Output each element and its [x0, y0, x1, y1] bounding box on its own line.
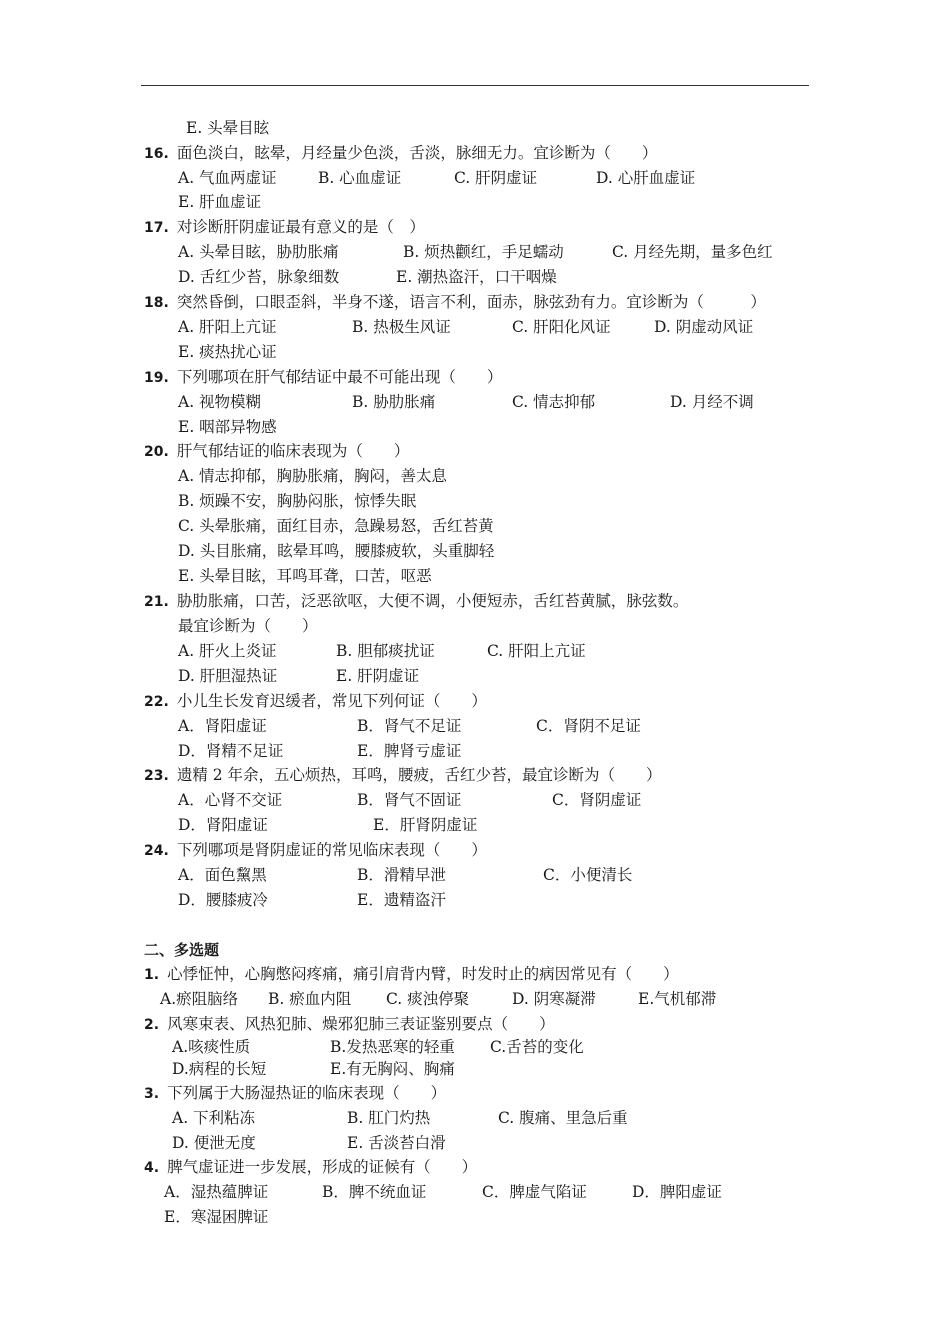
- question-text: 对诊断肝阴虚证最有意义的是（ ）: [176, 218, 425, 236]
- option-e: E. 舌淡苔白滑: [347, 1134, 446, 1152]
- option-a: A. 气血两虚证: [178, 169, 277, 187]
- option-a: A.咳痰性质: [172, 1038, 251, 1056]
- question-number: 3.: [144, 1086, 160, 1102]
- section-heading: 二、多选题: [144, 941, 220, 959]
- question-number: 19.: [144, 370, 169, 386]
- question-number: 21.: [144, 594, 169, 610]
- option-d: D. 心肝血虚证: [596, 169, 696, 187]
- option-c: C. 肝阴虚证: [454, 169, 538, 187]
- question-text: 肝气郁结证的临床表现为（ ）: [176, 442, 410, 460]
- multi-question-4: [144, 1157, 477, 1178]
- question-number: 1.: [144, 967, 160, 983]
- option-e: E. 潮热盗汗，口干咽燥: [396, 268, 557, 286]
- option-b: B. 肛门灼热: [347, 1109, 431, 1127]
- option-b: B. 胆郁痰扰证: [336, 642, 435, 660]
- header-rule: [141, 85, 809, 86]
- question-number: 4.: [144, 1160, 160, 1176]
- option-e: E．遗精盗汗: [357, 891, 446, 909]
- option-a: A. 头晕目眩，胁肋胀痛: [178, 243, 339, 261]
- question-number: 17.: [144, 220, 169, 236]
- option-b: B．脾不统血证: [322, 1183, 427, 1201]
- option-c: C. 情志抑郁: [512, 393, 596, 411]
- question-text: 突然昏倒，口眼歪斜，半身不遂，语言不利，面赤，脉弦劲有力。宜诊断为（ ）: [176, 293, 766, 311]
- option-a: A. 肝火上炎证: [178, 642, 277, 660]
- option-e: E. 头晕目眩，耳鸣耳聋，口苦，呕恶: [178, 567, 432, 585]
- question-number: 2.: [144, 1017, 160, 1033]
- option-c: C．小便清长: [543, 866, 633, 884]
- option-b: B. 热极生风证: [352, 318, 451, 336]
- question-21: [144, 591, 688, 612]
- question-text: 胁肋胀痛，口苦，泛恶欲呕，大便不调，小便短赤，舌红苔黄腻，脉弦数。: [176, 592, 689, 610]
- question-text-continued: 最宜诊断为（ ）: [178, 617, 318, 635]
- option-a: A．湿热蕴脾证: [164, 1183, 269, 1201]
- option-c: C. 月经先期，量多色红: [612, 243, 773, 261]
- option-b: B. 心血虚证: [318, 169, 402, 187]
- question-number: 23.: [144, 768, 169, 784]
- question-20: [144, 441, 409, 462]
- question-text: 脾气虚证进一步发展，形成的证候有（ ）: [167, 1158, 478, 1176]
- option-a: A．面色黧黑: [178, 866, 267, 884]
- option-c: C．脾虚气陷证: [482, 1183, 587, 1201]
- option-b: B. 烦热颧红，手足蠕动: [403, 243, 564, 261]
- option-e: E. 头晕目眩: [186, 119, 270, 137]
- multi-question-1: [144, 964, 679, 985]
- option-d: D．肾阳虚证: [178, 816, 268, 834]
- option-a: A．肾阳虚证: [178, 717, 267, 735]
- option-c: C. 痰浊停聚: [386, 990, 470, 1008]
- option-a: A.瘀阻脑络: [160, 990, 239, 1008]
- option-c: C．肾阴不足证: [536, 717, 641, 735]
- question-text: 下列哪项在肝气郁结证中最不可能出现（ ）: [176, 368, 503, 386]
- question-text: 面色淡白，眩晕，月经量少色淡，舌淡，脉细无力。宜诊断为（ ）: [176, 144, 658, 162]
- option-a: A. 肝阳上亢证: [178, 318, 277, 336]
- question-text: 小儿生长发育迟缓者，常见下列何证（ ）: [176, 692, 487, 710]
- option-a: A. 下利粘冻: [172, 1109, 256, 1127]
- option-e: E. 痰热扰心证: [178, 343, 277, 361]
- option-d: D. 舌红少苔，脉象细数: [178, 268, 340, 286]
- option-e: E. 咽部异物感: [178, 418, 277, 436]
- option-b: B. 胁肋胀痛: [352, 393, 436, 411]
- option-e: E.有无胸闷、胸痛: [330, 1060, 455, 1078]
- multi-question-3: [144, 1083, 446, 1104]
- question-text: 心悸怔忡，心胸憋闷疼痛，痛引肩背内臂，时发时止的病因常见有（ ）: [167, 965, 679, 983]
- option-e: E. 肝血虚证: [178, 193, 262, 211]
- option-e: E. 肝阴虚证: [336, 667, 420, 685]
- question-number: 22.: [144, 694, 169, 710]
- option-e: E．脾肾亏虚证: [357, 742, 462, 760]
- option-d: D．脾阳虚证: [632, 1183, 722, 1201]
- option-c: C. 头晕胀痛，面红目赤，急躁易怒，舌红苔黄: [178, 517, 494, 535]
- option-e: E.气机郁滞: [638, 990, 717, 1008]
- option-d: D．腰膝疲冷: [178, 891, 268, 909]
- option-a: A．心肾不交证: [178, 791, 283, 809]
- option-d: D. 便泄无度: [172, 1134, 256, 1152]
- question-number: 24.: [144, 843, 169, 859]
- question-24: [144, 840, 487, 861]
- option-a: A. 情志抑郁，胸胁胀痛，胸闷，善太息: [178, 467, 448, 485]
- option-c: C. 肝阳化风证: [512, 318, 611, 336]
- question-text: 风寒束表、风热犯肺、燥邪犯肺三表证鉴别要点（ ）: [167, 1015, 555, 1033]
- multi-question-2: [144, 1014, 555, 1035]
- question-22: [144, 691, 487, 712]
- option-d: D.病程的长短: [172, 1060, 267, 1078]
- option-e: E．寒湿困脾证: [164, 1208, 269, 1226]
- option-d: D. 阴虚动风证: [654, 318, 754, 336]
- option-c: C. 肝阳上亢证: [487, 642, 586, 660]
- option-e: E．肝肾阴虚证: [373, 816, 478, 834]
- question-23: [144, 765, 662, 786]
- option-b: B．滑精早泄: [357, 866, 446, 884]
- option-d: D. 月经不调: [670, 393, 754, 411]
- question-number: 16.: [144, 146, 169, 162]
- question-17: [144, 217, 425, 238]
- option-b: B．肾气不足证: [357, 717, 462, 735]
- question-16: [144, 143, 657, 164]
- question-number: 18.: [144, 295, 169, 311]
- option-b: B．肾气不固证: [357, 791, 462, 809]
- question-text: 下列属于大肠湿热证的临床表现（ ）: [167, 1084, 447, 1102]
- option-b: B. 瘀血内阻: [268, 990, 352, 1008]
- option-a: A. 视物模糊: [178, 393, 262, 411]
- question-19: [144, 367, 502, 388]
- option-c: C.舌苔的变化: [490, 1038, 584, 1056]
- option-b: B. 烦躁不安，胸胁闷胀，惊悸失眠: [178, 492, 417, 510]
- option-d: D．肾精不足证: [178, 742, 284, 760]
- option-b: B.发热恶寒的轻重: [330, 1038, 455, 1056]
- option-c: C. 腹痛、里急后重: [498, 1109, 628, 1127]
- question-number: 20.: [144, 444, 169, 460]
- option-d: D. 头目胀痛，眩晕耳鸣，腰膝疲软，头重脚轻: [178, 542, 495, 560]
- question-text: 下列哪项是肾阴虚证的常见临床表现（ ）: [176, 841, 487, 859]
- question-text: 遗精 2 年余，五心烦热，耳鸣，腰疲，舌红少苔，最宜诊断为（ ）: [176, 766, 662, 784]
- option-d: D. 阴寒凝滞: [512, 990, 596, 1008]
- option-d: D. 肝胆湿热证: [178, 667, 278, 685]
- question-18: [144, 292, 766, 313]
- option-c: C．肾阴虚证: [552, 791, 642, 809]
